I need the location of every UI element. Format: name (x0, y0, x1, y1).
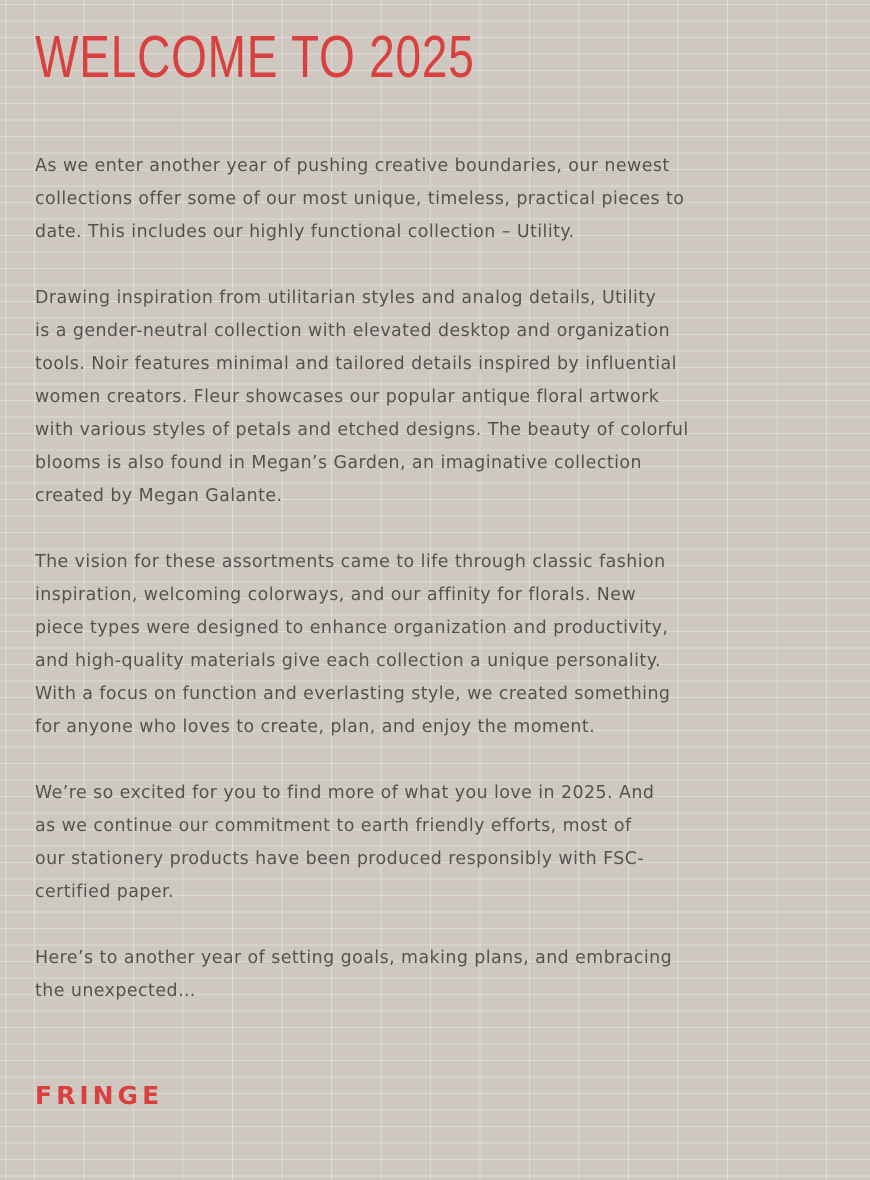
paragraph-closing: Here’s to another year of setting goals, making plans, and embracing the unexpected… (35, 948, 673, 1001)
letter-body (35, 150, 825, 1008)
page-title: WELCOME TO 2025 (35, 24, 475, 90)
paragraph-vision: The vision for these assortments came to life through classic fashion inspiration, welcoming colorways, and our affinity for florals. New piece types were designed to enhance organization and productivity, and high-quality materials give each collection a unique personality. With a focus on function and everlasting style, we created something for anyone who loves to create, plan, and enjoy the moment. (35, 552, 671, 737)
paragraph-collections: Drawing inspiration from utilitarian styles and analog details, Utility is a gender-neutral collection with elevated desktop and organization tools. Noir features minimal and tailored details inspired by influential women creators. Fleur showcases our popular antique floral artwork with various styles of petals and etched designs. The beauty of colorful blooms is also found in Megan’s Garden, an imaginative collection created by Megan Galante. (35, 288, 689, 506)
paragraph-intro: As we enter another year of pushing creative boundaries, our newest collections offer some of our most unique, timeless, practical pieces to date. This includes our highly functional collection – Utility. (35, 156, 685, 242)
paragraph-sustainability: We’re so excited for you to find more of what you love in 2025. And as we continue our commitment to earth friendly efforts, most of our stationery products have been produced responsibly with FSC- certified paper. (35, 783, 655, 902)
brand-signature: FRINGE (35, 1081, 164, 1110)
